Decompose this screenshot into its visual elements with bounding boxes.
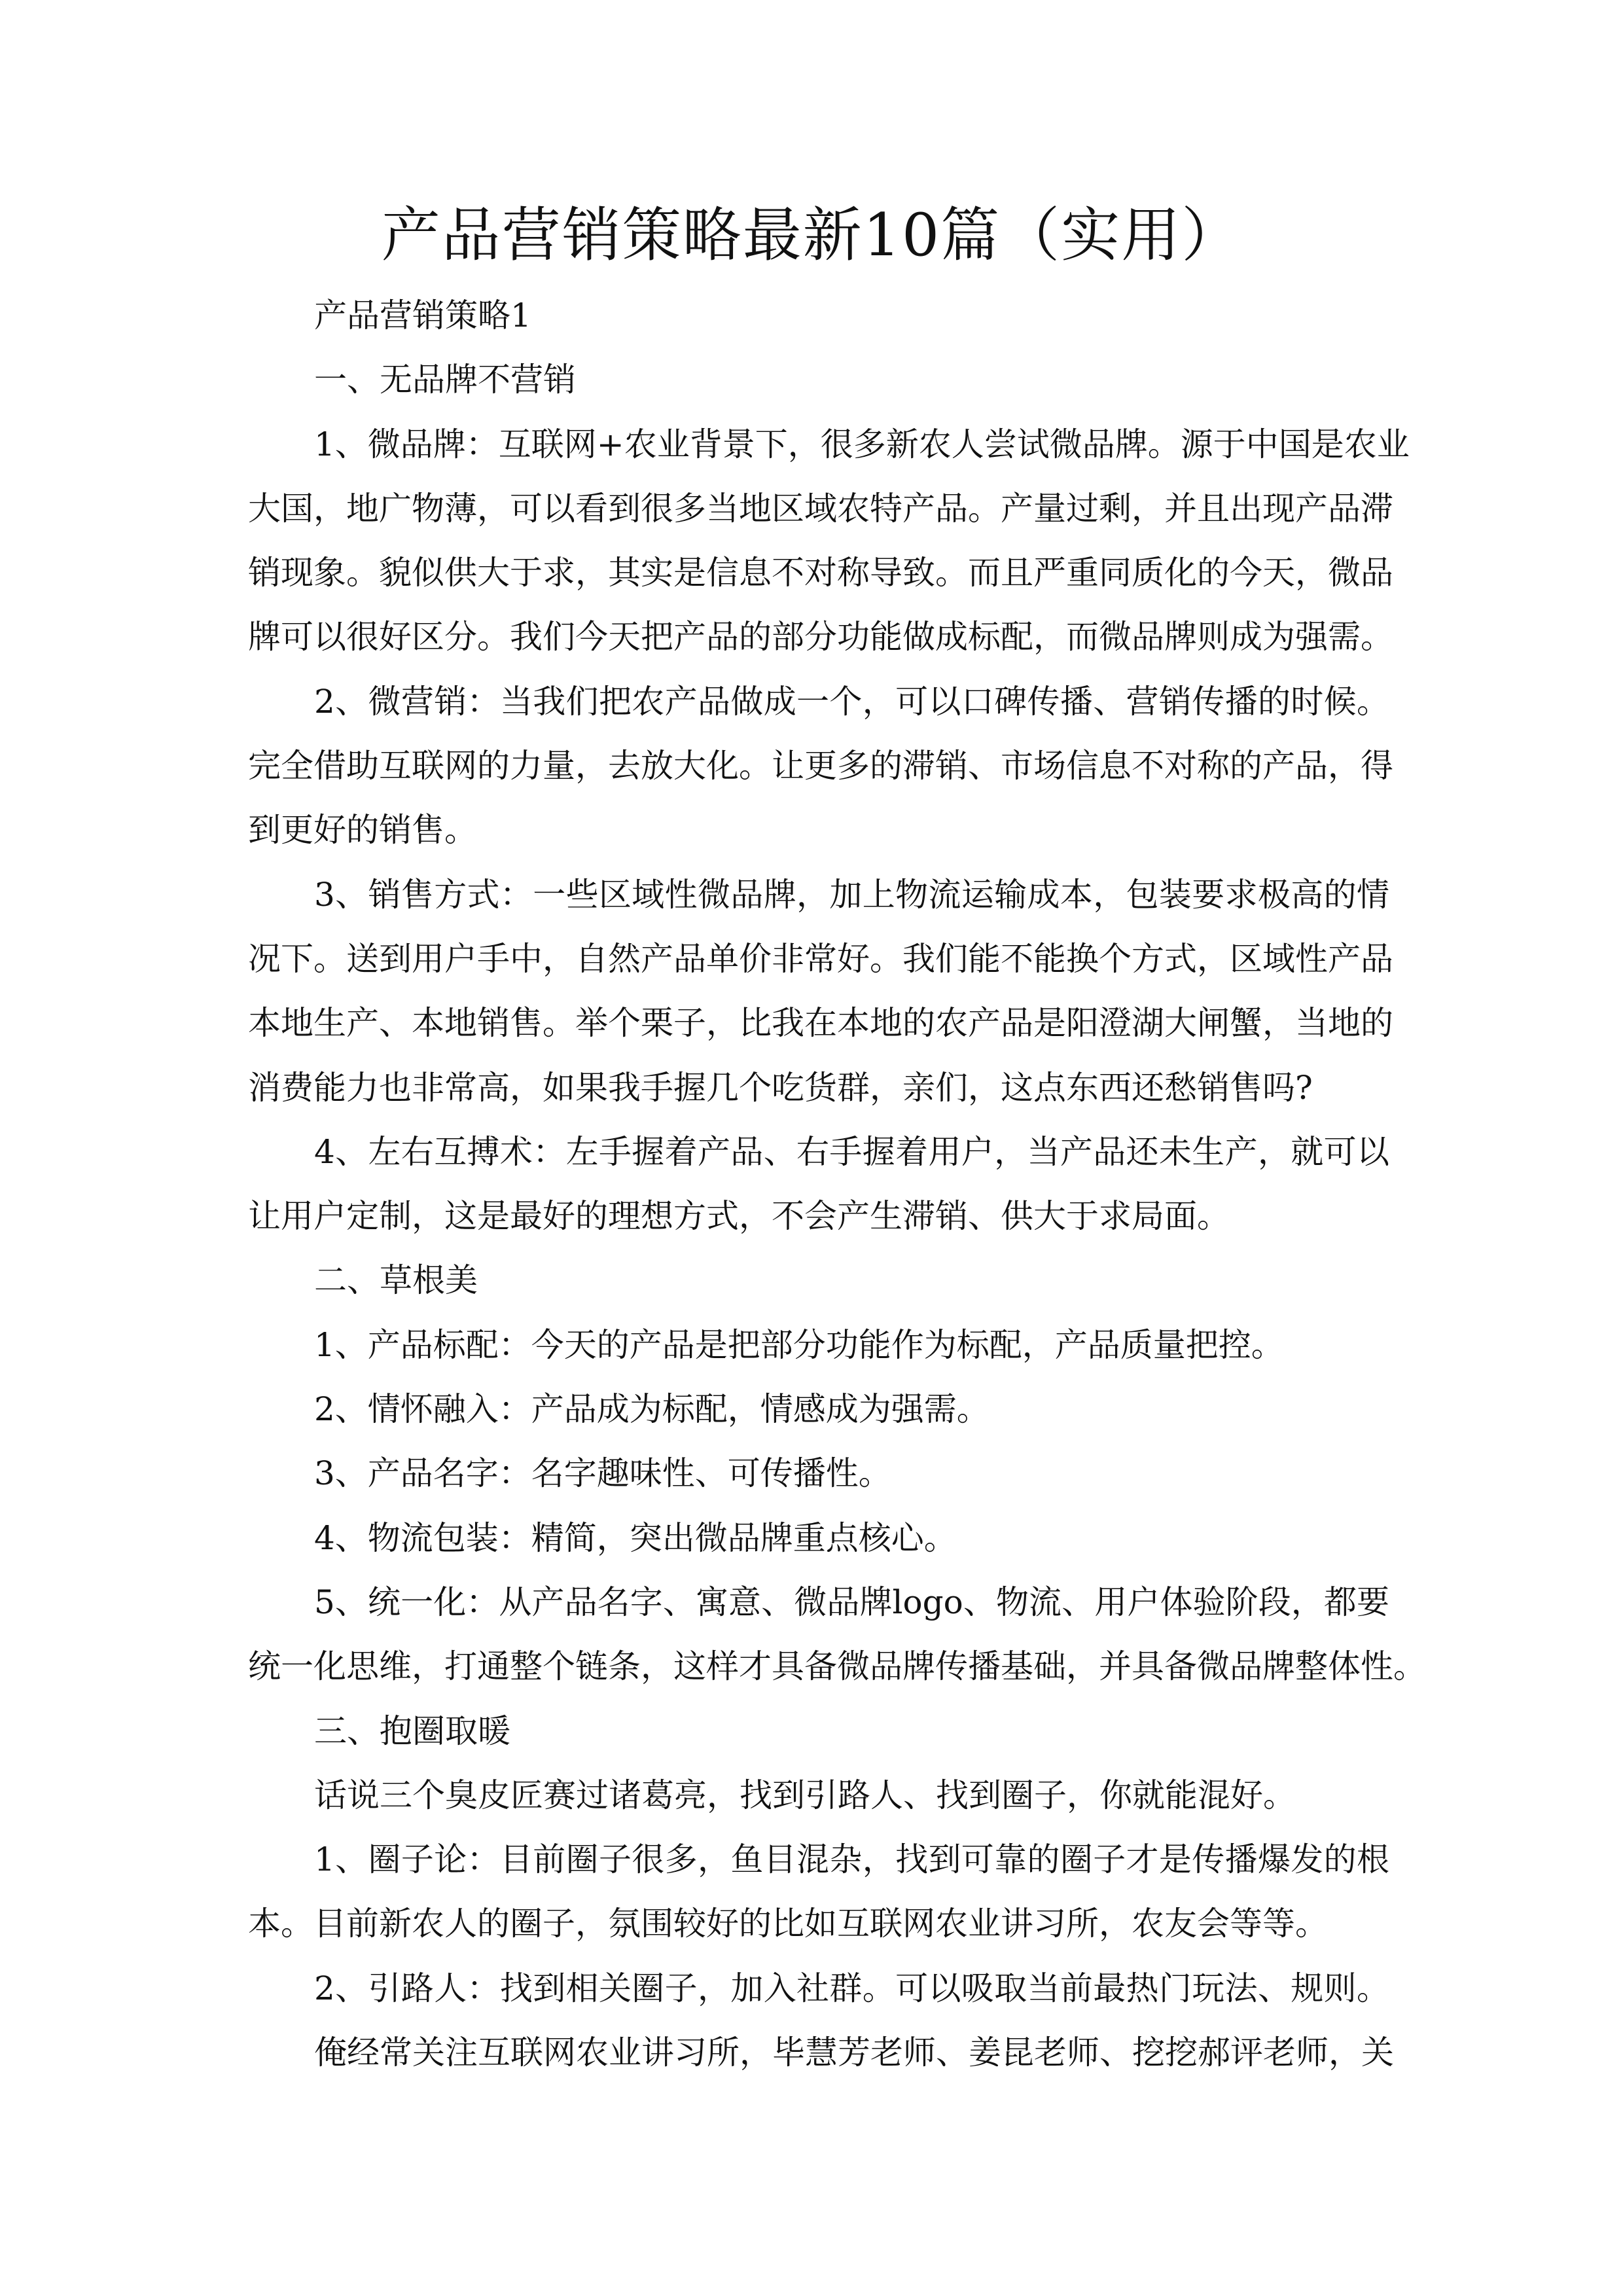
text-line: 统一化思维，打通整个链条，这样才具备微品牌传播基础，并具备微品牌整体性。 bbox=[248, 1647, 1426, 1686]
text-line: 完全借助互联网的力量，去放大化。让更多的滞销、市场信息不对称的产品，得 bbox=[248, 747, 1393, 785]
text-line: 1、产品标配：今天的产品是把部分功能作为标配，产品质量把控。 bbox=[314, 1325, 1284, 1364]
text-line: 2、引路人：找到相关圈子，加入社群。可以吸取当前最热门玩法、规则。 bbox=[314, 1969, 1389, 2007]
text-line: 俺经常关注互联网农业讲习所，毕慧芳老师、姜昆老师、挖挖郝评老师，关 bbox=[314, 2034, 1394, 2072]
text-line: 大国，地广物薄，可以看到很多当地区域农特产品。产量过剩，并且出现产品滞 bbox=[248, 489, 1393, 528]
document-title: 产品营销策略最新10篇（实用） bbox=[381, 201, 1242, 270]
text-line: 消费能力也非常高，如果我手握几个吃货群，亲们，这点东西还愁销售吗? bbox=[248, 1068, 1313, 1107]
text-line: 一、无品牌不营销 bbox=[314, 361, 576, 399]
text-line: 三、抱圈取暖 bbox=[314, 1712, 510, 1750]
text-line: 3、产品名字：名字趣味性、可传播性。 bbox=[314, 1454, 891, 1493]
text-line: 销现象。貌似供大于求，其实是信息不对称导致。而且严重同质化的今天，微品 bbox=[248, 554, 1393, 592]
text-line: 到更好的销售。 bbox=[248, 811, 477, 850]
text-line: 5、统一化：从产品名字、寓意、微品牌logo、物流、用户体验阶段，都要 bbox=[314, 1583, 1389, 1621]
text-line: 让用户定制，这是最好的理想方式，不会产生滞销、供大于求局面。 bbox=[248, 1197, 1230, 1236]
text-line: 况下。送到用户手中，自然产品单价非常好。我们能不能换个方式，区域性产品 bbox=[248, 939, 1393, 978]
text-line: 本。目前新农人的圈子，氛围较好的比如互联网农业讲习所，农友会等等。 bbox=[248, 1905, 1328, 1943]
text-line: 话说三个臭皮匠赛过诸葛亮，找到引路人、找到圈子，你就能混好。 bbox=[314, 1776, 1296, 1814]
text-line: 4、左右互搏术：左手握着产品、右手握着用户，当产品还未生产，就可以 bbox=[314, 1132, 1389, 1171]
text-line: 4、物流包装：精简，突出微品牌重点核心。 bbox=[314, 1518, 957, 1557]
document-body bbox=[248, 283, 1426, 2085]
text-line: 2、情怀融入：产品成为标配，情感成为强需。 bbox=[314, 1390, 990, 1429]
text-line: 二、草根美 bbox=[314, 1261, 478, 1300]
text-line: 牌可以很好区分。我们今天把产品的部分功能做成标配，而微品牌则成为强需。 bbox=[248, 618, 1393, 656]
text-line: 本地生产、本地销售。举个栗子，比我在本地的农产品是阳澄湖大闸蟹，当地的 bbox=[248, 1004, 1393, 1043]
text-line: 1、微品牌：互联网+农业背景下，很多新农人尝试微品牌。源于中国是农业 bbox=[314, 425, 1410, 463]
text-line: 3、销售方式：一些区域性微品牌，加上物流运输成本，包装要求极高的情 bbox=[314, 875, 1389, 914]
text-line: 产品营销策略1 bbox=[314, 296, 531, 334]
text-line: 2、微营销：当我们把农产品做成一个，可以口碑传播、营销传播的时候。 bbox=[314, 682, 1389, 721]
text-line: 1、圈子论：目前圈子很多，鱼目混杂，找到可靠的圈子才是传播爆发的根 bbox=[314, 1840, 1389, 1879]
